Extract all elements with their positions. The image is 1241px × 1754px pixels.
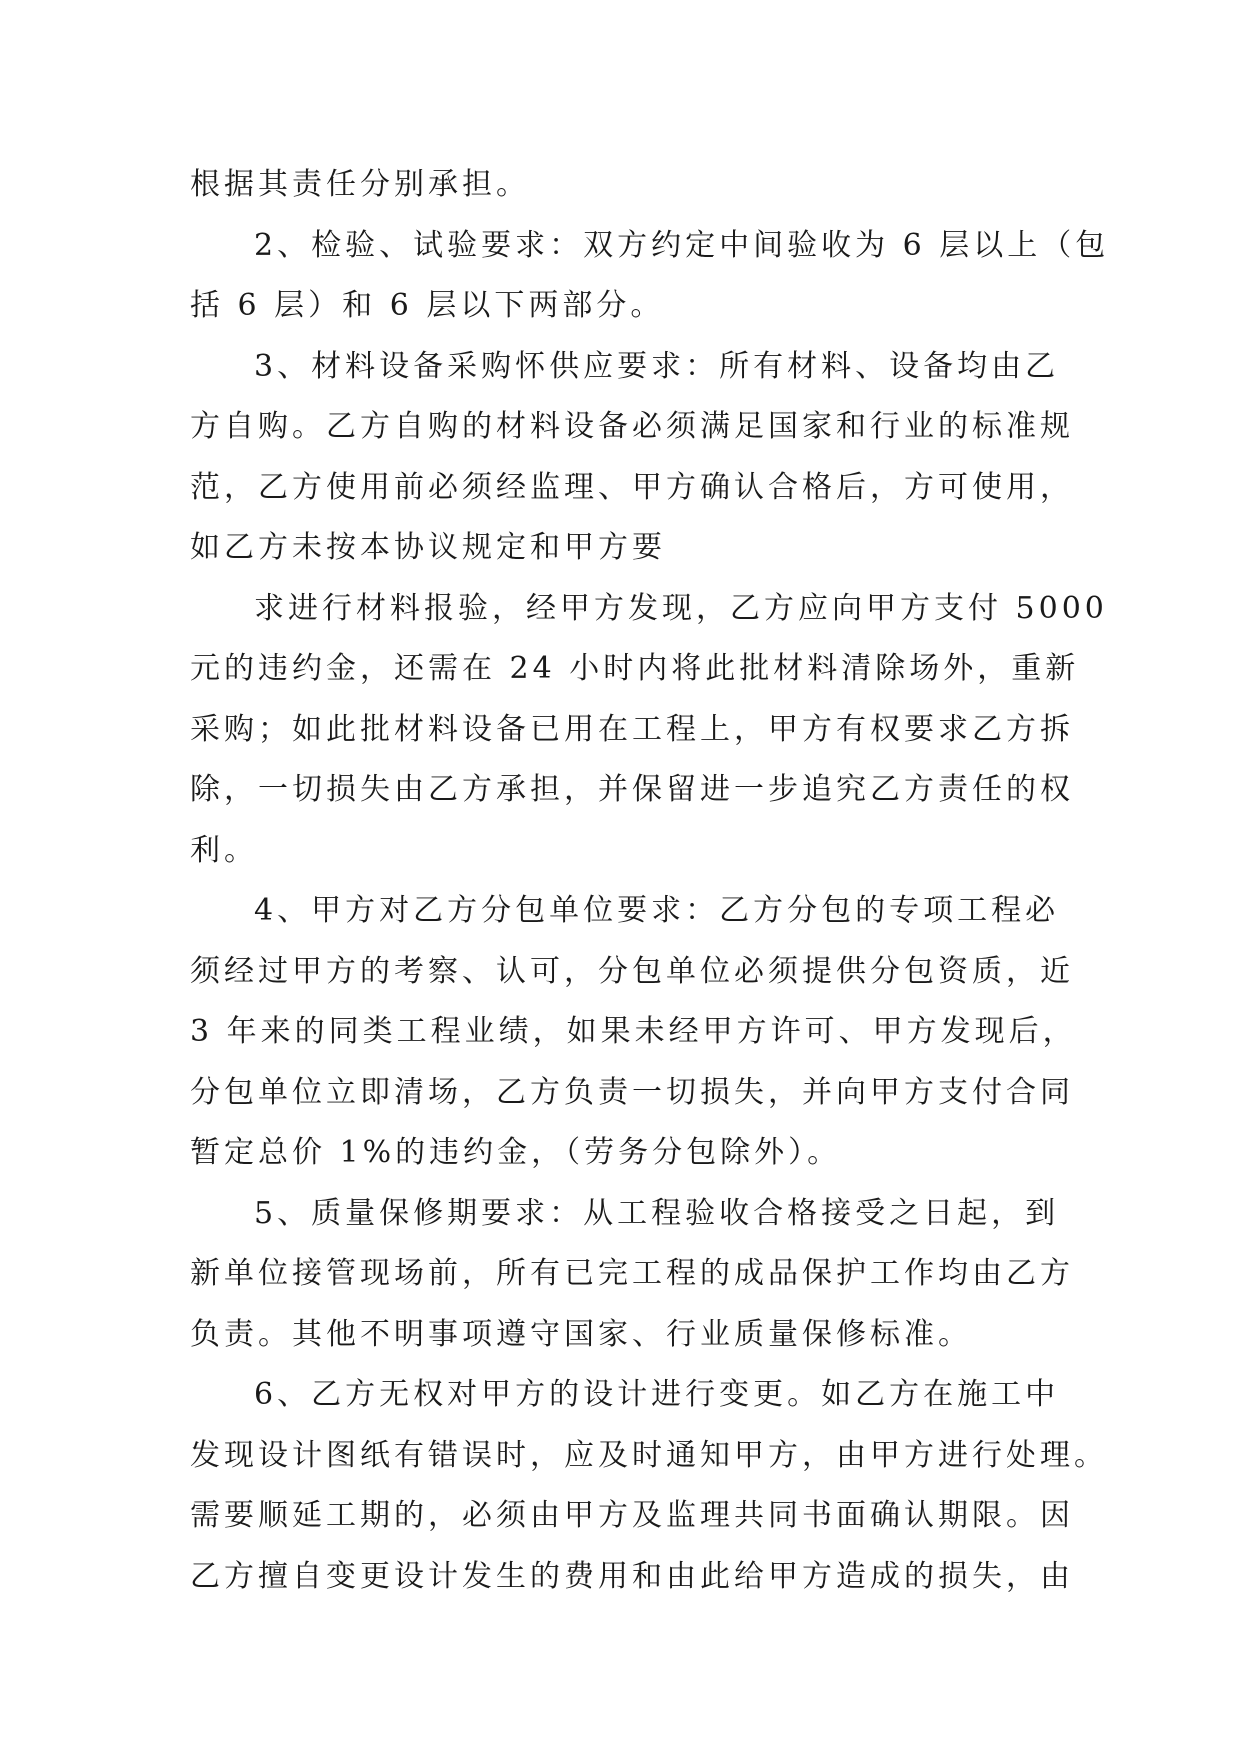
text-line: 除，一切损失由乙方承担，并保留进一步追究乙方责任的权 bbox=[190, 772, 1074, 807]
text-line: 范，乙方使用前必须经监理、甲方确认合格后，方可使用， bbox=[190, 469, 1074, 505]
text-line: 2、检验、试验要求：双方约定中间验收为 6 层以上（包 bbox=[254, 227, 1110, 263]
text-line: 暂定总价 1%的违约金，（劳务分包除外）。 bbox=[190, 1135, 842, 1170]
text-line: 分包单位立即清场，乙方负责一切损失，并向甲方支付合同 bbox=[190, 1074, 1074, 1110]
text-line: 新单位接管现场前，所有已完工程的成品保护工作均由乙方 bbox=[190, 1256, 1074, 1291]
text-line: 3、材料设备采购怀供应要求：所有材料、设备均由乙 bbox=[254, 348, 1060, 384]
text-line: 如乙方未按本协议规定和甲方要 bbox=[190, 530, 666, 565]
text-line: 方自购。乙方自购的材料设备必须满足国家和行业的标准规 bbox=[190, 409, 1074, 444]
text-line: 根据其责任分别承担。 bbox=[190, 167, 530, 202]
text-line: 括 6 层）和 6 层以下两部分。 bbox=[190, 288, 665, 323]
text-line: 发现设计图纸有错误时，应及时通知甲方，由甲方进行处理。 bbox=[190, 1437, 1108, 1473]
text-line: 求进行材料报验，经甲方发现，乙方应向甲方支付 5000 bbox=[254, 590, 1108, 626]
text-line: 需要顺延工期的，必须由甲方及监理共同书面确认期限。因 bbox=[190, 1498, 1074, 1533]
text-line: 利。 bbox=[190, 832, 258, 868]
text-line: 3 年来的同类工程业绩，如果未经甲方许可、甲方发现后， bbox=[190, 1014, 1077, 1049]
text-line: 5、质量保修期要求：从工程验收合格接受之日起，到 bbox=[254, 1195, 1060, 1231]
text-line: 4、甲方对乙方分包单位要求：乙方分包的专项工程必 bbox=[254, 893, 1060, 928]
text-line: 采购；如此批材料设备已用在工程上，甲方有权要求乙方拆 bbox=[190, 711, 1074, 747]
text-line: 乙方擅自变更设计发生的费用和由此给甲方造成的损失，由 bbox=[190, 1558, 1074, 1594]
text-line: 须经过甲方的考察、认可，分包单位必须提供分包资质，近 bbox=[190, 953, 1074, 989]
text-line: 元的违约金，还需在 24 小时内将此批材料清除场外，重新 bbox=[190, 651, 1080, 686]
text-line: 负责。其他不明事项遵守国家、行业质量保修标准。 bbox=[190, 1316, 972, 1352]
text-line: 6、乙方无权对甲方的设计进行变更。如乙方在施工中 bbox=[254, 1377, 1060, 1412]
document-body bbox=[190, 155, 1110, 1607]
